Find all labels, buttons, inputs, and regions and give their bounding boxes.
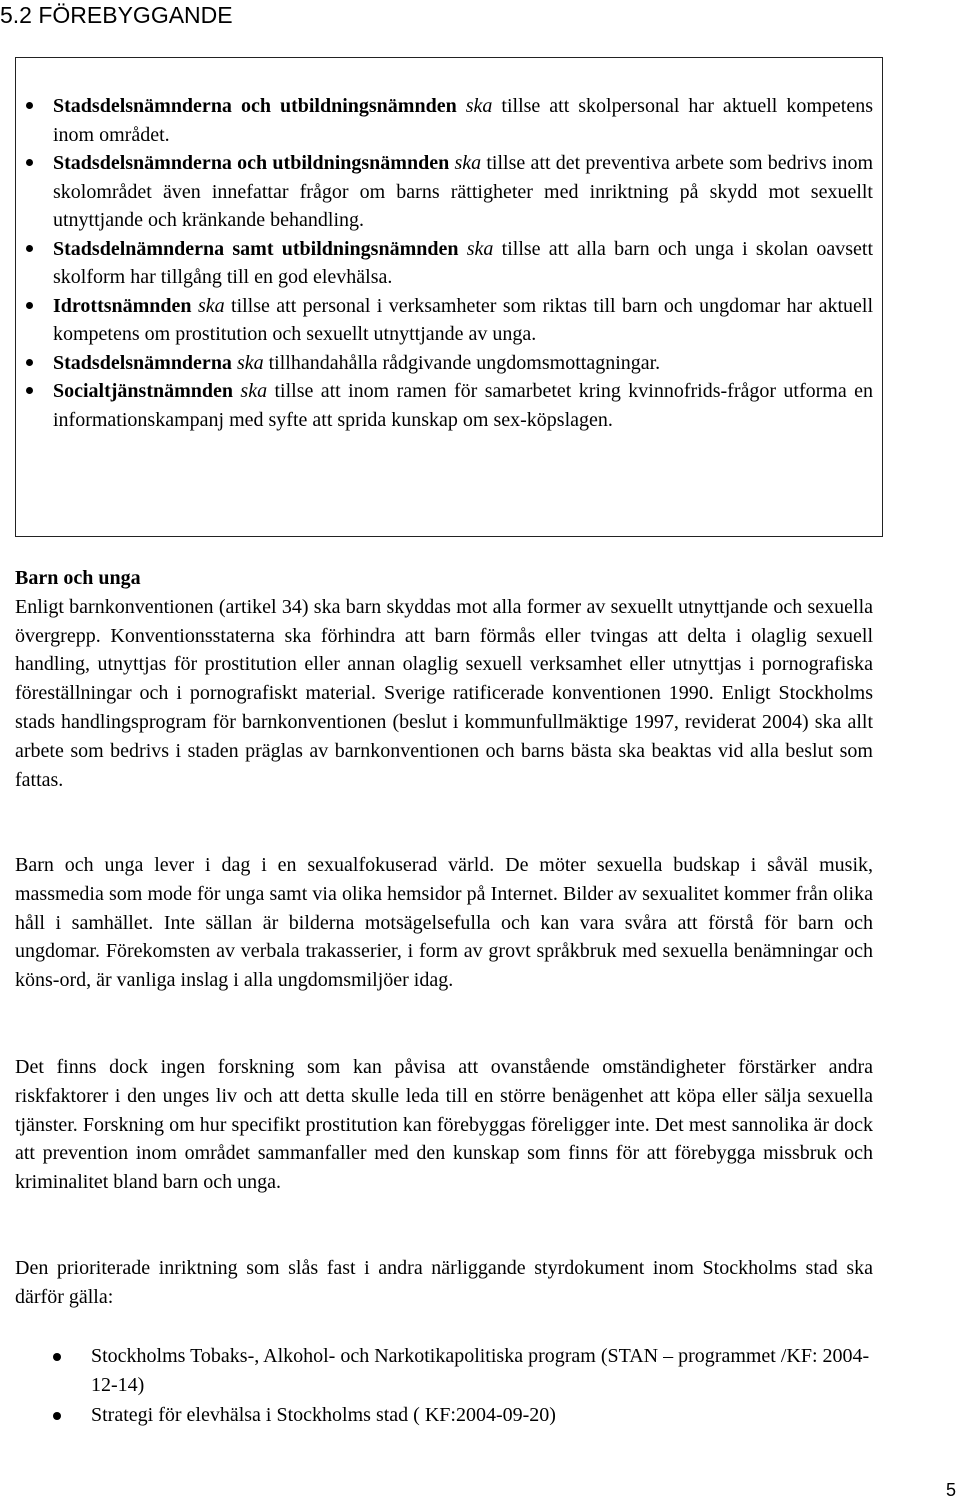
measure-subject: Stadsdelsnämnderna och utbildningsnämnden xyxy=(53,95,457,117)
measure-modal: ska xyxy=(197,294,225,317)
measure-text: tillse att alla barn och unga i skolan oavsett skolform har tillgång till en god elevhälsa. xyxy=(53,237,874,288)
document-item: Stockholms Tobaks-, Alkohol- och Narkotikapolitiska program (STAN – programmet /KF: 2004-12-14) xyxy=(91,1342,881,1400)
measure-item xyxy=(53,349,873,378)
measure-subject: Idrottsnämnden xyxy=(53,294,192,317)
section-paragraph-2: Barn och unga lever i dag i en sexualfokuserad värld. De möter sexuella budskap i såväl musik, massmedia som mode för unga samt via olika hemsidor på Internet. Bilder av sexualitet kommer från olika håll i samhället. Inte sällan är bilderna motsägelsefulla och kan vara svåra att förstå för barn och ungdomar. Förekomsten av verbala trakasserier, i form av grovt språkbruk med sexuella benämningar och köns-ord, är vanliga inslag i alla ungdomsmiljöer idag. xyxy=(15,854,873,992)
measure-item xyxy=(53,149,873,235)
measures-box xyxy=(15,57,883,537)
page-number: 5 xyxy=(945,1480,956,1500)
measure-item xyxy=(53,92,873,149)
section-paragraph-4: Den prioriterade inriktning som slås fast i andra närliggande styrdokument inom Stockholms stad ska därför gälla: xyxy=(15,1257,873,1308)
measure-text: tillse att det preventiva arbete som bedrivs inom skolområdet även innefattar frågor om barns rättigheter med inriktning på skydd mot sexuellt utnyttjande och kränkande behandling. xyxy=(53,152,873,231)
measure-modal: ska xyxy=(466,237,494,260)
measure-modal: ska xyxy=(240,380,268,402)
documents-list xyxy=(91,1342,881,1430)
document-item: Strategi för elevhälsa i Stockholms stad ( KF:2004-09-20) xyxy=(91,1401,881,1430)
section-heading: 5.2 FÖREBYGGANDE xyxy=(0,2,233,28)
measure-modal: ska xyxy=(454,152,482,174)
measure-item xyxy=(53,377,873,434)
paragraph-text: Enligt barnkonventionen (artikel 34) ska barn skyddas mot alla former av sexuellt utnyttjande och sexuella övergrepp. Konventionsstaterna ska förhindra att barn förmås eller tvingas att delta i olaglig sexuell handling, utnyttjas för prostitution eller annan olaglig sexuell verksamhet eller utnyttjas i pornografiska föreställningar och i pornografiskt material. Sverige ratificerade konventionen 1990. Enligt Stockholms stads handlingsprogram för barnkonventionen (beslut i kommunfullmäktige 1997, reviderat 2004) ska allt arbete som bedrivs i staden präglas av barnkonventionen och barns bästa ska beaktas vid alla beslut som fattas. xyxy=(15,595,873,791)
measure-modal: ska xyxy=(236,351,264,374)
measure-text: tillse att skolpersonal har aktuell kompetens inom området. xyxy=(53,95,873,146)
measures-list xyxy=(53,92,873,434)
measure-text: tillse att inom ramen för samarbetet kring kvinnofrids-frågor utforma en informationskampanj med syfte att sprida kunskap om sex-köpslagen. xyxy=(53,380,873,431)
measure-subject: Stadsdelsnämnderna xyxy=(53,351,232,374)
measure-text: tillhandahålla rådgivande ungdomsmottagningar. xyxy=(263,351,661,374)
measure-item xyxy=(53,235,873,292)
section-paragraph-3: Det finns dock ingen forskning som kan påvisa att ovanstående omständigheter förstärker andra riskfaktorer i den unges liv och att detta skulle leda till en större benägenhet att köpa eller sälja sexuella tjänster. Forskning om hur specifikt prostitution kan förebyggas föreligger inte. Det mest sannolika är dock att prevention inom området sammanfaller med den kunskap som finns för att förebygga missbruk och kriminalitet bland barn och unga. xyxy=(15,1056,873,1194)
measure-item xyxy=(53,292,873,349)
measure-subject: Stadsdelnämnderna samt utbildningsnämnden xyxy=(53,237,459,260)
measure-text: tillse att personal i verksamheter som riktas till barn och ungdomar har aktuell kompetens om prostitution och sexuellt utnyttjande av unga. xyxy=(53,294,873,345)
measure-subject: Stadsdelsnämnderna och utbildningsnämnden xyxy=(53,152,450,174)
measure-modal: ska xyxy=(465,95,493,117)
section-paragraph-1 xyxy=(15,564,873,794)
measure-subject: Socialtjänstnämnden xyxy=(53,380,234,402)
section-title: Barn och unga xyxy=(15,567,141,589)
